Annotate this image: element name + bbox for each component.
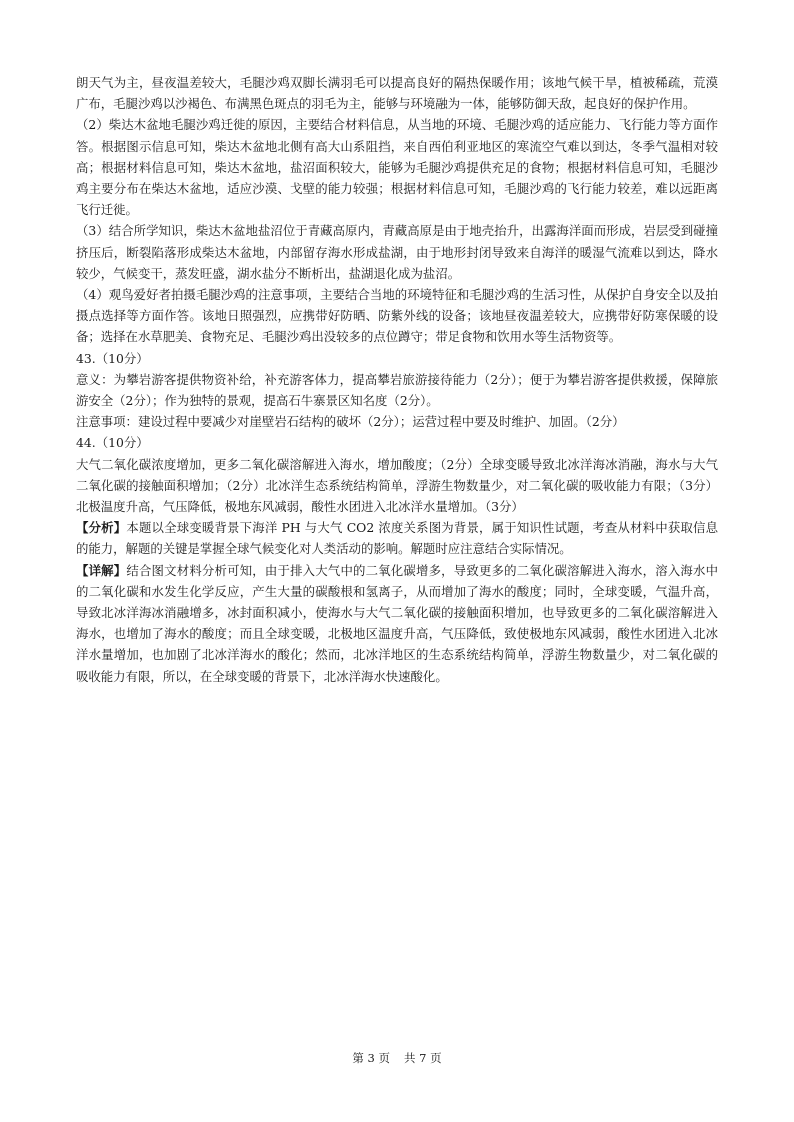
answer-q44: 大气二氧化碳浓度增加，更多二氧化碳溶解进入海水，增加酸度；（2分）全球变暖导致北冰洋海冰消融，海水与大气二氧化碳的接触面积增加；（2分）北冰洋生态系统结构简单，浮游生物数量少，对二氧化碳的吸收能力有限；（3分）北极温度升高，气压降低，极地东风减弱，酸性水团进入北冰洋水量增加。（3分）: [76, 456, 718, 515]
detail-text: 结合图文材料分析可知，由于排入大气中的二氧化碳增多，导致更多的二氧化碳溶解进入海水，溶入海水中的二氧化碳和水发生化学反应，产生大量的碳酸根和氢离子，从而增加了海水的酸度；同时，全球变暖，气温升高，导致北冰洋海冰消融增多，冰封面积减小，使海水与大气二氧化碳的接触面积增加，也导致更多的二氧化碳溶解进入海水，也增加了海水的酸度；而且全球变暖，北极地区温度升高，气压降低，致使极地东风减弱，酸性水团进入北冰洋水量增加，也加剧了北冰洋海水的酸化；然而，北冰洋地区的生态系统结构简单，浮游生物数量少，对二氧化碳的吸收能力有限，所以，在全球变暖的背景下，北冰洋海水快速酸化。: [76, 562, 719, 684]
question-43-heading: 43.（10分）: [76, 350, 149, 366]
page-number-current: 第 3 页: [352, 1051, 390, 1065]
analysis-text: 本题以全球变暖背景下海洋 PH 与大气 CO2 浓度关系图为背景，属于知识性试题，考查从材料中获取信息的能力，解题的关键是掌握全球气候变化对人类活动的影响。解题时应注意结合实际情况。: [76, 520, 719, 557]
detail-label: 【详解】: [76, 562, 127, 578]
page-footer: [0, 1050, 794, 1066]
answer-q42-part1-continued: 朗天气为主，昼夜温差较大，毛腿沙鸡双脚长满羽毛可以提高良好的隔热保暖作用；该地气候干旱，植被稀疏，荒漠广布，毛腿沙鸡以沙褐色、布满黑色斑点的羽毛为主，能够与环境融为一体，能够防御天敌，起良好的保护作用。: [76, 75, 718, 112]
answer-q42-part4: （4）观鸟爱好者拍摄毛腿沙鸡的注意事项，主要结合当地的环境特征和毛腿沙鸡的生活习性，从保护自身安全以及拍摄点选择等方面作答。该地日照强烈，应携带好防晒、防紫外线的设备；该地昼夜温差较大，应携带好防寒保暖的设备；选择在水草肥美、食物充足、毛腿沙鸡出没较多的点位蹲守；带足食物和饮用水等生活物资等。: [76, 287, 718, 345]
analysis-paragraph: [76, 517, 718, 559]
answer-q42-part2: （2）柴达木盆地毛腿沙鸡迁徙的原因，主要结合材料信息，从当地的环境、毛腿沙鸡的适应能力、飞行能力等方面作答。根据图示信息可知，柴达木盆地北侧有高大山系阻挡，来自西伯利亚地区的寒流空气难以到达，冬季气温相对较高；根据材料信息可知，柴达木盆地，盐沼面积较大，能够为毛腿沙鸡提供充足的食物；根据材料信息可知，毛腿沙鸡主要分布在柴达木盆地，适应沙漠、戈壁的能力较强；根据材料信息可知，毛腿沙鸡的飞行能力较差，难以远距离飞行迁徙。: [76, 117, 718, 218]
answer-q42-part3: （3）结合所学知识，柴达木盆地盐沼位于青藏高原内，青藏高原是由于地壳抬升，出露海洋面而形成，岩层受到碰撞挤压后，断裂陷落形成柴达木盆地，内部留存海水形成盐湖，由于地形封闭导致来自海洋的暖湿气流难以到达，降水较少，气候变干，蒸发旺盛，湖水盐分不断析出，盐湖退化成为盐沼。: [76, 223, 718, 281]
answer-page-body: [76, 72, 718, 687]
question-44-heading: 44.（10分）: [76, 435, 149, 451]
answer-q43-notes: 注意事项：建设过程中要减少对崖壁岩石结构的破坏（2分）；运营过程中要及时维护、加固。（2分）: [76, 414, 625, 430]
analysis-label: 【分析】: [76, 520, 127, 536]
detail-paragraph: [76, 560, 718, 687]
answer-q43-meaning: 意义：为攀岩游客提供物资补给，补充游客体力，提高攀岩旅游接待能力（2分）；便于为攀岩游客提供救援，保障旅游安全（2分）；作为独特的景观，提高石牛寨景区知名度（2分）。: [76, 371, 718, 409]
page-number-total: 共 7 页: [404, 1051, 442, 1065]
